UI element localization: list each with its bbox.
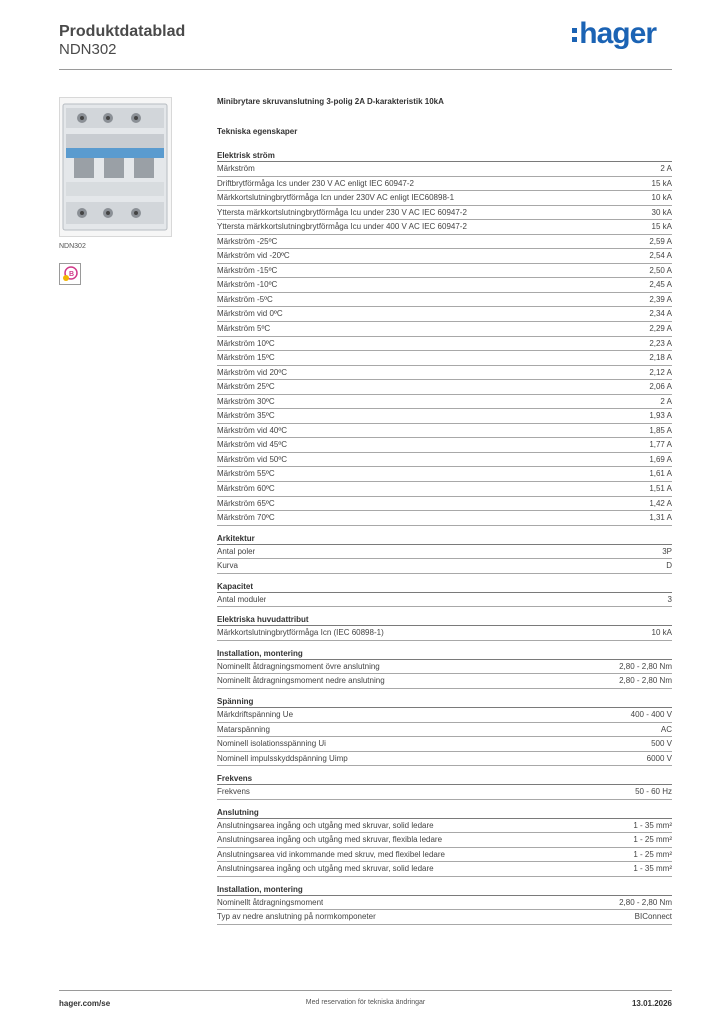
spec-value: 2,54 A (649, 251, 672, 261)
spec-label: Nominell isolationsspänning Ui (217, 739, 326, 749)
spec-row (217, 848, 672, 863)
spec-row (217, 249, 672, 264)
spec-label: Märkström vid 20ºC (217, 367, 288, 377)
spec-label: Märkström 60ºC (217, 484, 275, 494)
spec-label: Märkström vid -20ºC (217, 251, 290, 261)
spec-value: AC (660, 724, 672, 734)
section-title: Elektriska huvudattribut (217, 614, 672, 626)
spec-value: 2,80 - 2,80 Nm (619, 676, 672, 686)
spec-label: Märkkortslutningbrytförmåga Icn under 230V AC enligt IEC60898-1 (217, 193, 455, 203)
spec-section (217, 648, 672, 689)
section-title: Kapacitet (217, 581, 672, 593)
spec-value: 1,51 A (649, 484, 672, 494)
spec-label: Nominellt åtdragningsmoment (217, 897, 324, 907)
spec-row (217, 910, 672, 925)
document-title: Produktdatablad (59, 23, 186, 40)
spec-row (217, 424, 672, 439)
spec-label: Anslutningsarea ingång och utgång med skruvar, flexibla ledare (217, 835, 443, 845)
logo-colon-icon (572, 28, 577, 46)
section-title: Elektrisk ström (217, 150, 672, 162)
spec-value: 1,77 A (649, 440, 672, 450)
spec-label: Nominell impulsskyddspänning Uimp (217, 753, 348, 763)
spec-value: 2,59 A (649, 236, 672, 246)
spec-label: Märkström -5ºC (217, 294, 273, 304)
spec-label: Märkström 10ºC (217, 338, 275, 348)
spec-row (217, 467, 672, 482)
page-footer (59, 990, 672, 1020)
spec-row (217, 482, 672, 497)
spec-row (217, 264, 672, 279)
spec-label: Anslutningsarea vid inkommande med skruv, med flexibel ledare (217, 849, 445, 859)
svg-text:B: B (69, 271, 75, 278)
spec-row (217, 162, 672, 177)
section-title: Frekvens (217, 773, 672, 785)
spec-section (217, 581, 672, 608)
spec-value: 1 - 35 mm² (633, 820, 672, 830)
spec-label: Yttersta märkkortslutningbrytförmåga Icu under 230 V AC IEC 60947-2 (217, 207, 467, 217)
spec-value: 2,80 - 2,80 Nm (619, 661, 672, 671)
spec-value: 3 (667, 594, 672, 604)
spec-value: 2,80 - 2,80 Nm (619, 897, 672, 907)
spec-value: 2,34 A (649, 309, 672, 319)
spec-content (217, 96, 672, 925)
spec-label: Nominellt åtdragningsmoment övre anslutning (217, 661, 380, 671)
spec-value: 2,29 A (649, 324, 672, 334)
spec-label: Märkström -25ºC (217, 236, 278, 246)
spec-value: 500 V (651, 739, 672, 749)
spec-section (217, 773, 672, 800)
spec-row (217, 497, 672, 512)
spec-value: 30 kA (651, 207, 672, 217)
spec-section (217, 807, 672, 877)
spec-value: 1,93 A (649, 411, 672, 421)
footer-disclaimer: Med reservation för tekniska ändringar (305, 999, 426, 1006)
spec-value: 1,31 A (649, 513, 672, 523)
spec-label: Anslutningsarea ingång och utgång med skruvar, solid ledare (217, 864, 434, 874)
spec-row (217, 833, 672, 848)
spec-section (217, 533, 672, 574)
section-title: Anslutning (217, 807, 672, 819)
spec-row (217, 322, 672, 337)
spec-row (217, 191, 672, 206)
spec-value: 10 kA (651, 628, 672, 638)
spec-row (217, 380, 672, 395)
spec-row (217, 737, 672, 752)
spec-row (217, 593, 672, 608)
page-header (59, 17, 672, 70)
spec-row (217, 395, 672, 410)
spec-value: 2,50 A (649, 265, 672, 275)
footer-website: hager.com/se (59, 999, 111, 1008)
spec-row (217, 366, 672, 381)
spec-value: 1 - 25 mm² (633, 849, 672, 859)
spec-label: Antal moduler (217, 594, 267, 604)
circuit-breaker-illustration (60, 98, 171, 236)
spec-row (217, 235, 672, 250)
spec-sections (217, 150, 672, 925)
spec-row (217, 674, 672, 689)
spec-row (217, 626, 672, 641)
spec-row (217, 559, 672, 574)
spec-value: 400 - 400 V (630, 709, 672, 719)
spec-value: 50 - 60 Hz (635, 787, 672, 797)
spec-label: Märkström -10ºC (217, 280, 278, 290)
spec-row (217, 293, 672, 308)
spec-label: Matarspänning (217, 724, 270, 734)
spec-label: Typ av nedre anslutning på normkomponeter (217, 912, 376, 922)
spec-value: 1 - 35 mm² (633, 864, 672, 874)
spec-label: Märkdriftspänning Ue (217, 709, 294, 719)
spec-label: Märkström (217, 164, 255, 173)
spec-value: 15 kA (651, 222, 672, 232)
section-title: Installation, montering (217, 884, 672, 896)
section-title: Arkitektur (217, 533, 672, 545)
spec-label: Frekvens (217, 787, 250, 797)
spec-value: 10 kA (651, 193, 672, 203)
spec-value: 2,12 A (649, 367, 672, 377)
spec-row (217, 351, 672, 366)
spec-value: 1,69 A (649, 454, 672, 464)
spec-row (217, 660, 672, 675)
spec-value: D (666, 561, 672, 571)
spec-value: 2,45 A (649, 280, 672, 290)
spec-label: Märkström 70ºC (217, 513, 275, 523)
spec-section (217, 884, 672, 925)
spec-label: Märkström vid 0ºC (217, 309, 283, 319)
spec-value: 2,18 A (649, 353, 672, 363)
spec-row (217, 206, 672, 221)
spec-row (217, 409, 672, 424)
spec-label: Märkström 65ºC (217, 498, 275, 508)
spec-value: 2 A (660, 164, 672, 173)
spec-section (217, 614, 672, 641)
spec-row (217, 307, 672, 322)
spec-row (217, 220, 672, 235)
spec-row (217, 177, 672, 192)
product-image (59, 97, 172, 237)
spec-label: Märkström 15ºC (217, 353, 275, 363)
spec-value: 1,85 A (649, 425, 672, 435)
spec-value: 6000 V (646, 753, 672, 763)
spec-label: Märkström vid 40ºC (217, 425, 288, 435)
spec-label: Antal poler (217, 546, 256, 556)
spec-row (217, 453, 672, 468)
tech-specs-heading: Tekniska egenskaper (217, 127, 298, 136)
spec-section (217, 696, 672, 766)
spec-row (217, 511, 672, 526)
hager-logo: hager (572, 17, 656, 51)
spec-row (217, 723, 672, 738)
spec-value: 2,23 A (649, 338, 672, 348)
spec-label: Anslutningsarea ingång och utgång med skruvar, solid ledare (217, 820, 434, 830)
spec-row (217, 708, 672, 723)
spec-row (217, 337, 672, 352)
spec-value: 15 kA (651, 178, 672, 188)
spec-row (217, 438, 672, 453)
spec-value: 2,39 A (649, 294, 672, 304)
spec-value: 2,06 A (649, 382, 672, 392)
product-name: Minibrytare skruvanslutning 3-polig 2A D-karakteristik 10kA (217, 97, 444, 106)
spec-value: BIConnect (634, 912, 672, 922)
image-caption: NDN302 (59, 243, 86, 250)
footer-date: 13.01.2026 (631, 999, 672, 1008)
product-code: NDN302 (59, 41, 117, 58)
spec-label: Märkström vid 50ºC (217, 454, 288, 464)
spec-value: 1,61 A (649, 469, 672, 479)
spec-row (217, 752, 672, 767)
spec-value: 2 A (660, 396, 672, 406)
spec-row (217, 278, 672, 293)
spec-row (217, 896, 672, 911)
spec-label: Driftbrytförmåga Ics under 230 V AC enligt IEC 60947-2 (217, 178, 414, 188)
spec-row (217, 545, 672, 560)
spec-row (217, 819, 672, 834)
spec-label: Märkström vid 45ºC (217, 440, 288, 450)
spec-value: 3P (662, 546, 672, 556)
spec-label: Nominellt åtdragningsmoment nedre anslutning (217, 676, 385, 686)
section-title: Installation, montering (217, 648, 672, 660)
spec-label: Yttersta märkkortslutningbrytförmåga Icu under 400 V AC IEC 60947-2 (217, 222, 467, 232)
certification-icon (59, 263, 81, 285)
spec-value: 1 - 25 mm² (633, 835, 672, 845)
spec-row (217, 785, 672, 800)
spec-label: Märkström 5ºC (217, 324, 271, 334)
spec-label: Märkkortslutningbrytförmåga Icn (IEC 60898-1) (217, 628, 384, 638)
spec-row (217, 862, 672, 877)
spec-label: Märkström 35ºC (217, 411, 275, 421)
spec-section (217, 150, 672, 526)
spec-label: Märkström 55ºC (217, 469, 275, 479)
spec-label: Märkström 30ºC (217, 396, 275, 406)
section-title: Spänning (217, 696, 672, 708)
spec-label: Märkström -15ºC (217, 265, 278, 275)
spec-label: Kurva (217, 561, 238, 571)
spec-label: Märkström 25ºC (217, 382, 275, 392)
spec-value: 1,42 A (649, 498, 672, 508)
